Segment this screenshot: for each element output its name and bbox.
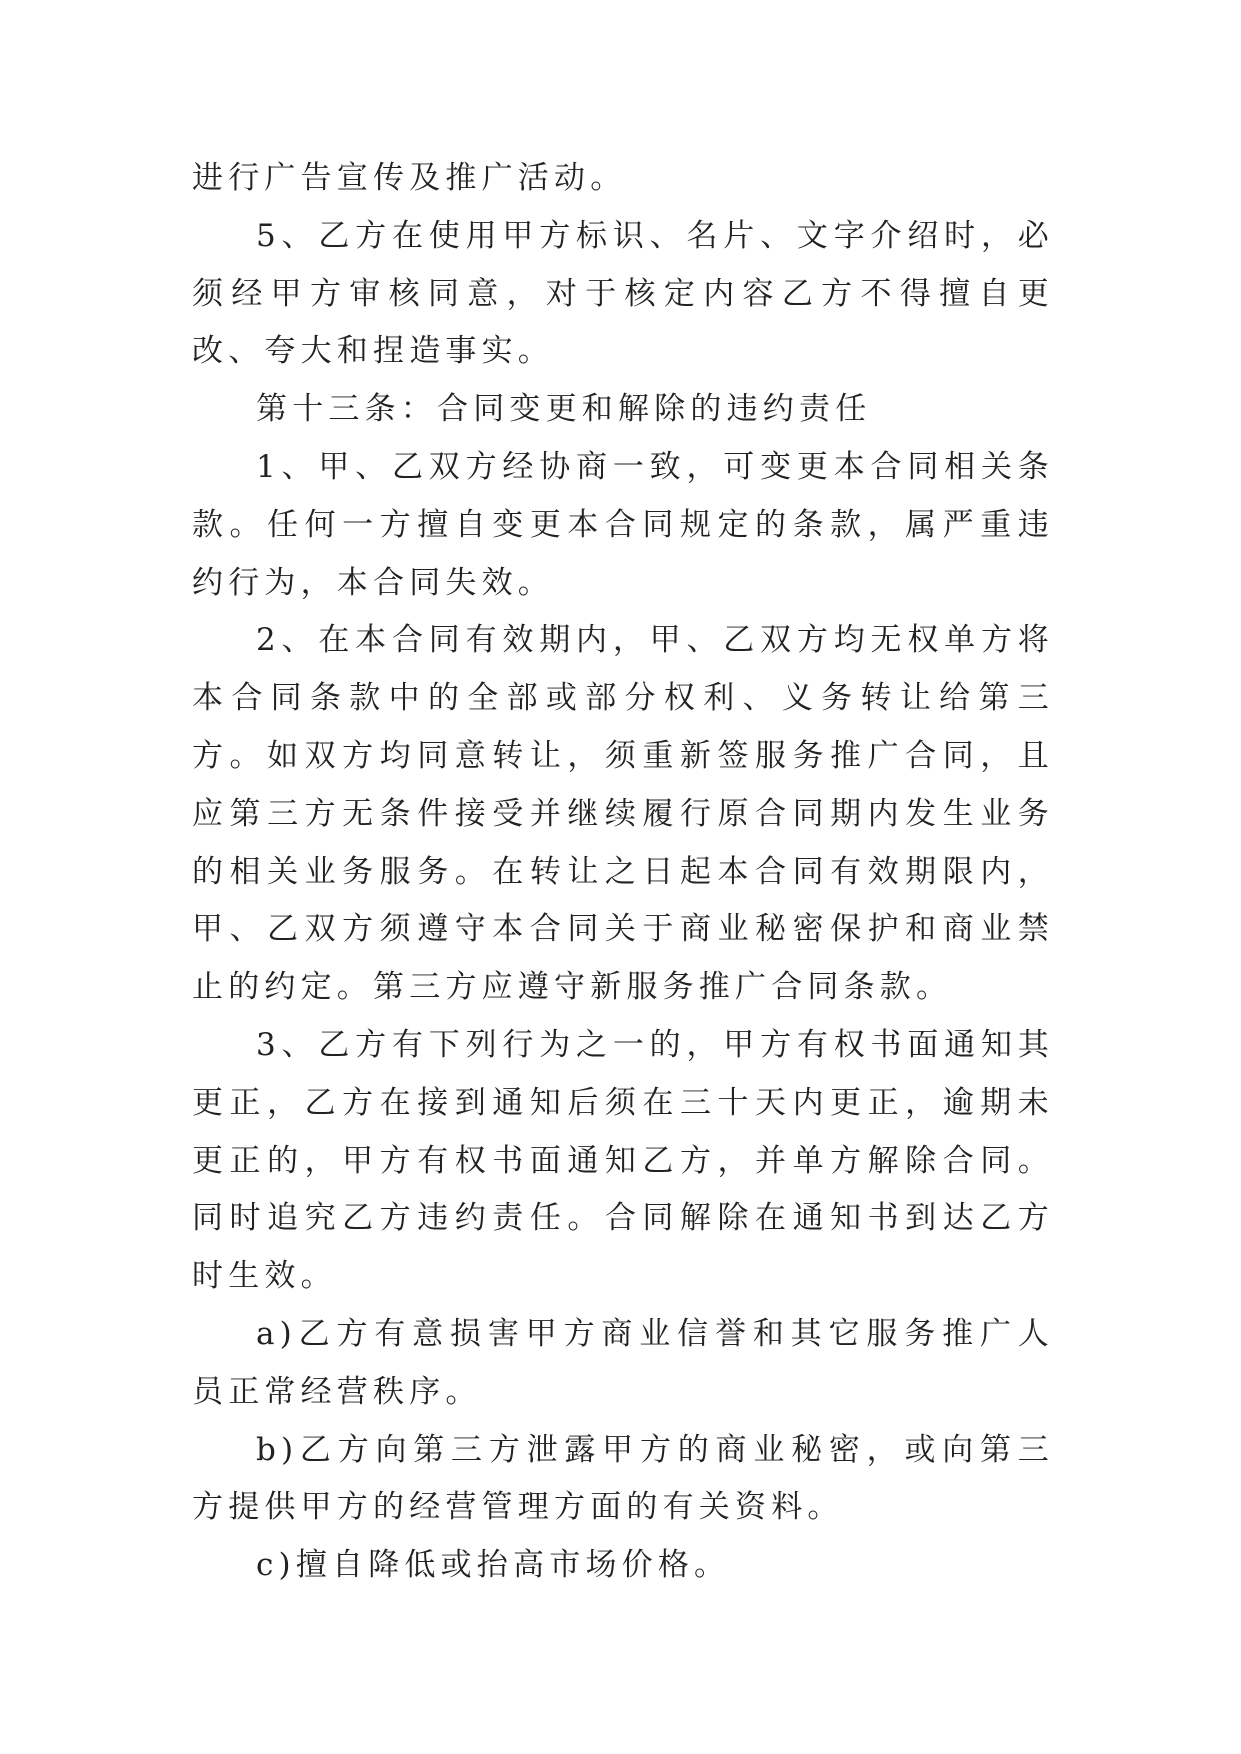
- paragraph-clause-5: 5、乙方在使用甲方标识、名片、文字介绍时，必须经甲方审核同意，对于核定内容乙方不得擅自更改、夸大和捏造事实。: [192, 217, 1054, 370]
- paragraph-clause-3: 3、乙方有下列行为之一的，甲方有权书面通知其更正，乙方在接到通知后须在三十天内更正，逾期未更正的，甲方有权书面通知乙方，并单方解除合同。同时追究乙方违约责任。合同解除在通知书到达乙方时生效。: [192, 1026, 1054, 1295]
- paragraph-clause-2: 2、在本合同有效期内，甲、乙双方均无权单方将本合同条款中的全部或部分权利、义务转让给第三方。如双方均同意转让，须重新签服务推广合同，且应第三方无条件接受并继续履行原合同期内发生业务的相关业务服务。在转让之日起本合同有效期限内，甲、乙双方须遵守本合同关于商业秘密保护和商业禁止的约定。第三方应遵守新服务推广合同条款。: [192, 622, 1054, 1006]
- paragraph-clause-1: 1、甲、乙双方经协商一致，可变更本合同相关条款。任何一方擅自变更本合同规定的条款，属严重违约行为，本合同失效。: [192, 448, 1054, 601]
- paragraph-item-a: a)乙方有意损害甲方商业信誉和其它服务推广人员正常经营秩序。: [192, 1315, 1054, 1410]
- section-heading-article-13: 第十三条：合同变更和解除的违约责任: [256, 391, 872, 428]
- paragraph-item-c: c)擅自降低或抬高市场价格。: [256, 1547, 731, 1584]
- paragraph-continuation: 进行广告宣传及推广活动。: [192, 160, 627, 196]
- paragraph-item-b: b)乙方向第三方泄露甲方的商业秘密，或向第三方提供甲方的经营管理方面的有关资料。: [192, 1431, 1054, 1526]
- document-body: [192, 150, 1054, 1595]
